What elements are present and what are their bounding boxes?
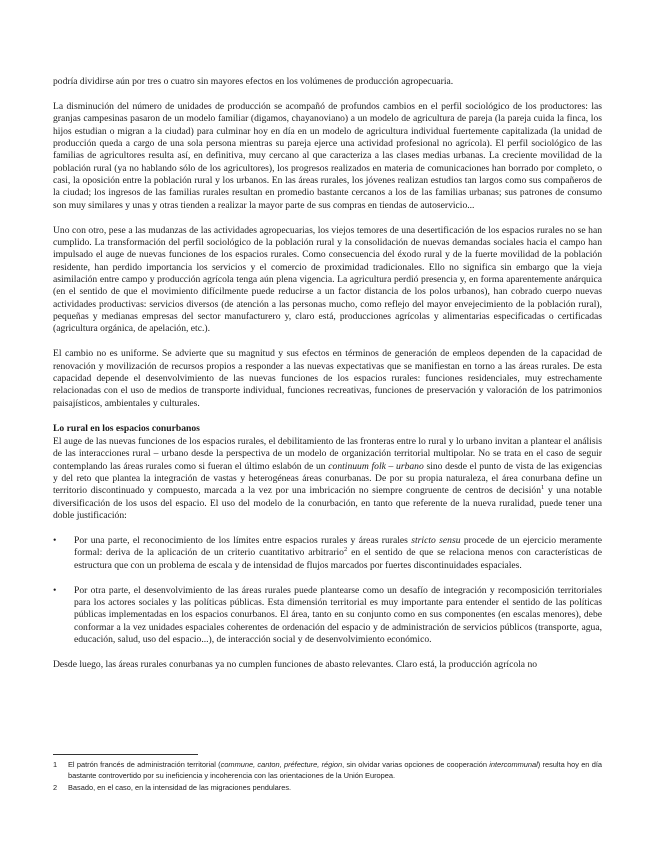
text-run: procede de un ejercicio meramente formal: deriva de la aplicación de un criterio cuantitativo arbitrario <box>74 534 602 559</box>
italic-term: commune, canton, préfecture, région <box>220 760 343 769</box>
bullet-item-1 <box>53 535 602 572</box>
footnote-2 <box>53 783 602 794</box>
text-run: ) resulta hoy en día bastante controvertido por su ineficiencia y incoherencia con las orientaciones de la Unión Europea. <box>68 760 602 780</box>
bullet-marker: • <box>53 534 57 546</box>
section-heading: Lo rural en los espacios conurbanos <box>53 422 200 434</box>
text-run: sino desde el punto de vista de las exigencias y del reto que plantea la integración de vastas y heterogéneas áreas conurbanas. De por su propia naturaleza, el área conurbana define un territorio discontinuado y compuesto, marcada a la vez por una imbricación no siempre congruente de centros de decisión <box>53 460 602 497</box>
footnote-ref-1: 1 <box>541 484 545 492</box>
text-run: Por otra parte, el desenvolvimiento de las áreas rurales puede plantearse como un desafío de integración y recomposición territoriales para los actores sociales y las políticas públicas. Esta dimensión territorial es muy importante para entender el sentido de las políticas públicas implementadas en los espacios conurbanos. El área, tanto en su conjunto como en sus componentes (en escalas menores), debe conformar a la vez unidades espaciales coherentes de ordenación del espacio y de administración de servicios públicos (transporte, agua, educación, salud, uso del espacio...), de interacción social y de desenvolvimiento económico. <box>74 584 602 645</box>
paragraph-new-functions: Uno con otro, pese a las mudanzas de las actividades agropecuarias, los viejos temores de una desertificación de los espacios rurales no se han cumplido. La transformación del perfil sociológico de la población rural y la consolidación de nuevas demandas sociales hacia el campo han impulsado el auge de nuevas funciones de los espacios rurales. Como consecuencia del éxodo rural y de la fuerte movilidad de la población residente, han perdido importancia los servicios y el comercio de proximidad tradicionales. Ello no significa sin embargo que la vieja asimilación entre campo y producción agrícola tenga aún plena vigencia. La agricultura perdió presencia y, en forma aparentemente anárquica (en el sentido de que el movimiento difícilmente puede reducirse a un factor distancia de los polos urbanos), han cobrado cuerpo nuevas actividades productivas: servicios diversos (de atención a las personas mucho, como reflejo del mayor envejecimiento de la población rural), pequeñas y medianas empresas del sector manufacturero y, claro está, producciones agrícolas y alimentarias especificadas o certificadas (agricultura orgánica, de apelación, etc.). <box>53 224 602 335</box>
text-run: , sin olvidar varias opciones de cooperación <box>342 760 490 769</box>
footnote-divider <box>53 754 198 755</box>
bullet-list <box>53 535 602 646</box>
footnote-ref-2: 2 <box>343 546 348 554</box>
paragraph-uneven-change: El cambio no es uniforme. Se advierte que su magnitud y sus efectos en términos de generación de empleos dependen de la capacidad de renovación y movilización de recursos propios a responder a las nuevas expectativas que se manifiestan en torno a las áreas rurales. De esta capacidad depende el desenvolvimiento de las nuevas funciones de los espacios rurales: funciones residenciales, muy estrechamente relacionadas con el uso de medios de transporte individual, funciones recreativas, funciones de preservación y valoración de los patrimonios paisajísticos, ambientales y culturales. <box>53 348 602 409</box>
italic-term: stricto sensu <box>411 534 461 546</box>
text-run: Basado, en el caso, en la intensidad de las migraciones pendulares. <box>68 783 292 793</box>
italic-term: continuum folk – urbano <box>328 460 424 472</box>
footnote-number: 2 <box>53 783 58 793</box>
footnote-number: 1 <box>53 760 58 769</box>
text-run: en el sentido de que se relaciona menos con características de estructura que con un problema de escala y de intensidad de flujos marcados por fuertes discontinuidades espaciales. <box>74 547 602 571</box>
bullet-item-2 <box>53 585 602 647</box>
footnotes <box>53 760 602 796</box>
text-run: El patrón francés de administración territorial ( <box>68 760 221 769</box>
text-run: El auge de las nuevas funciones de los espacios rurales, el debilitamiento de las fronteras entre lo rural y lo urbano invitan a plantear el análisis de las interacciones rural – urbano desde la perspectiva de un modelo de organización territorial multipolar. No se trata en el caso de seguir contemplando las áreas rurales como si fueran el último eslabón de un <box>53 435 602 472</box>
bullet-marker: • <box>53 584 57 596</box>
paragraph-conurbation <box>53 436 602 522</box>
paragraph-closing: Desde luego, las áreas rurales conurbanas ya no cumplen funciones de abasto relevantes. Claro está, la producción agrícola no <box>53 658 538 670</box>
italic-term: intercommunal <box>489 760 538 769</box>
footnote-1 <box>53 760 602 781</box>
text-run: Por una parte, el reconocimiento de los límites entre espacios rurales y áreas rurales <box>74 534 412 546</box>
paragraph-producers-profile: La disminución del número de unidades de producción se acompañó de profundos cambios en el perfil sociológico de los productores: las granjas campesinas pasaron de un modelo familiar (digamos, chayanoviano) a un modelo de agricultura de pareja (la pareja cuida la finca, los hijos estudian o migran a la ciudad) para culminar hoy en día en un modelo de agricultura individual fuertemente capitalizada (la unidad de producción queda a cargo de una sola persona mientras su pareja ejerce una actividad profesional no agrícola). El perfil sociológico de las familias de agricultores resulta así, en definitiva, muy cercano al que caracteriza a las clases medias urbanas. La creciente movilidad de la población rural (ya no hablando sólo de los agricultores), los progresos realizados en materia de comunicaciones han borrado por completo, o casi, la oposición entre la población rural y los urbanos. En las áreas rurales, los jóvenes realizan estudios tan largos como sus compañeros de la ciudad; los ingresos de las familias rurales resultan en promedio bastante cercanos a los de las familias urbanas; sus patrones de consumo son muy similares y unas y otras tienden a realizar la mayor parte de sus compras en tiendas de autoservicio... <box>53 100 602 211</box>
document-page <box>53 76 602 671</box>
text-run: y una notable diversificación de los usos del espacio. El uso del modelo de la conurbación, en tanto que referente de la nueva ruralidad, puede tener una doble justificación: <box>53 485 602 522</box>
paragraph-continuation: podría dividirse aún por tres o cuatro sin mayores efectos en los volúmenes de producción agropecuaria. <box>53 76 454 87</box>
